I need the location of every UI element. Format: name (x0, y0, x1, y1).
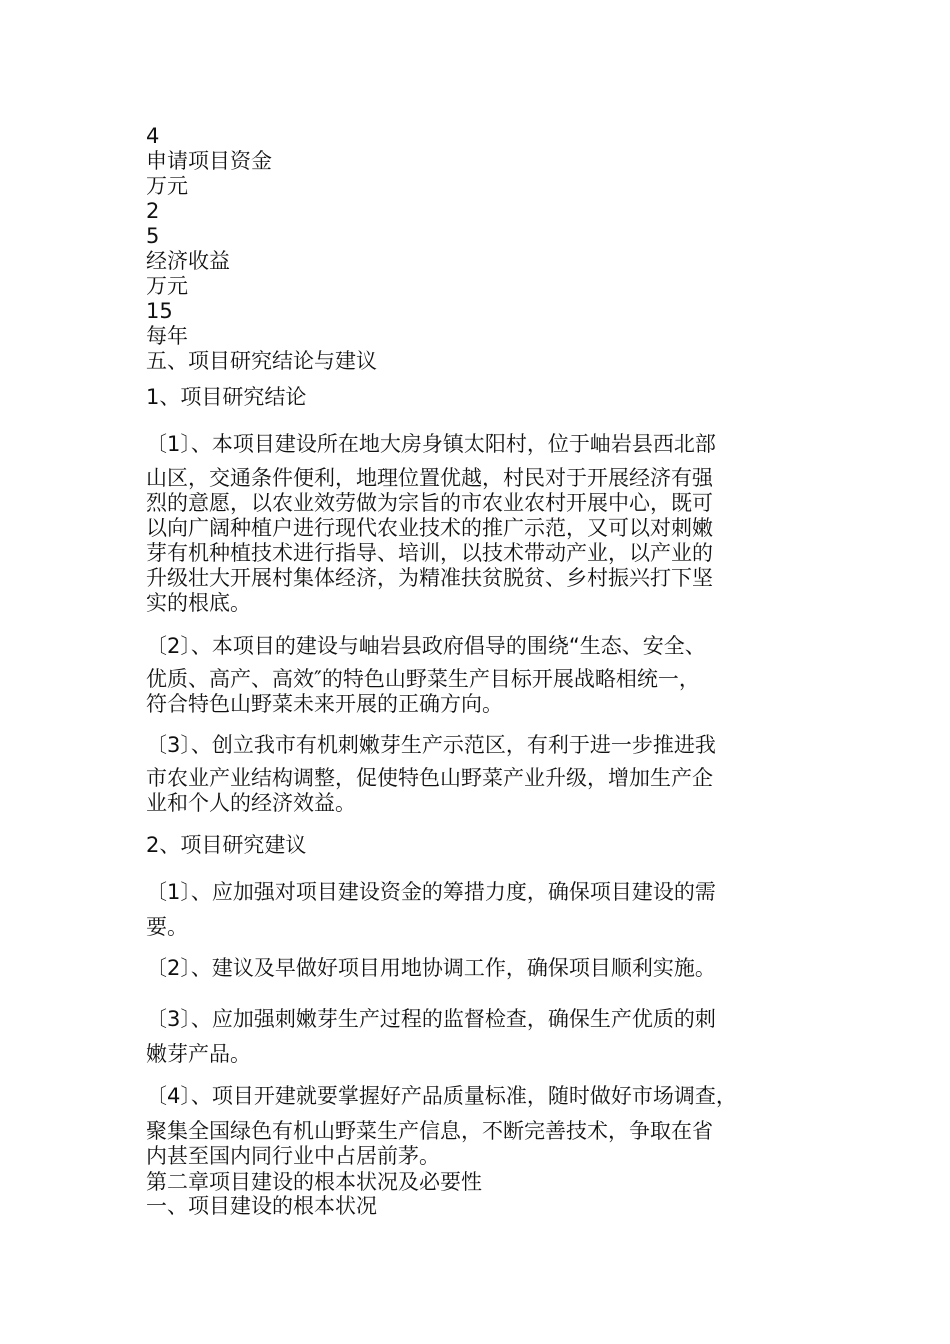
conclusion-paragraph-3 (146, 733, 810, 816)
table-row5-item: 经济收益 (146, 249, 230, 273)
table-row4-number: 4 (146, 124, 160, 148)
paragraph-line: 芽有机种植技术进行指导、培训，以技术带动产业，以产业的 (146, 541, 713, 565)
paragraph-line: 嫩芽产品。 (146, 1042, 251, 1066)
paragraph-line: 〔3〕、创立我市有机刺嫩芽生产示范区，有利于进一步推进我 (146, 733, 716, 757)
table-row4-value: 2 (146, 199, 160, 223)
paragraph-line: 〔2〕、本项目的建设与岫岩县政府倡导的围绕“生态、安全、 (146, 634, 706, 658)
paragraph-line: 市农业产业结构调整，促使特色山野菜产业升级，增加生产企 (146, 766, 713, 790)
paragraph-line: 山区，交通条件便利，地理位置优越，村民对于开展经济有强 (146, 466, 713, 490)
conclusion-paragraph-2 (146, 634, 810, 717)
section-heading: 五、项目研究结论与建议 (146, 349, 377, 373)
subsection-heading-conclusion: 1、项目研究结论 (146, 385, 307, 409)
subsection-heading-suggestions: 2、项目研究建议 (146, 833, 307, 857)
suggestion-paragraph-3 (146, 1007, 810, 1067)
paragraph-line: 〔1〕、应加强对项目建设资金的筹措力度，确保项目建设的需 (146, 880, 716, 904)
paragraph-line: 业和个人的经济效益。 (146, 791, 356, 815)
suggestion-paragraph-4 (146, 1084, 810, 1169)
paragraph-line: 符合特色山野菜未来开展的正确方向。 (146, 692, 503, 716)
paragraph-line: 〔2〕、建议及早做好项目用地协调工作，确保项目顺利实施。 (146, 956, 716, 980)
paragraph-line: 〔4〕、项目开建就要掌握好产品质量标准，随时做好市场调查， (146, 1084, 737, 1108)
table-row4-item: 申请项目资金 (146, 149, 272, 173)
paragraph-line: 〔1〕、本项目建设所在地大房身镇太阳村，位于岫岩县西北部 (146, 432, 716, 456)
chapter-title: 第二章项目建设的根本状况及必要性 (146, 1170, 482, 1194)
table-row5-unit: 万元 (146, 274, 188, 298)
conclusion-paragraph-1 (146, 432, 810, 616)
paragraph-line: 聚集全国绿色有机山野菜生产信息，不断完善技术，争取在省 (146, 1119, 713, 1143)
table-row4-unit: 万元 (146, 174, 188, 198)
paragraph-line: 要。 (146, 915, 188, 939)
paragraph-line: 〔3〕、应加强刺嫩芽生产过程的监督检查，确保生产优质的刺 (146, 1007, 716, 1031)
suggestion-paragraph-1 (146, 880, 810, 940)
suggestion-paragraph-2 (146, 956, 810, 981)
paragraph-line: 优质、高产、高效″的特色山野菜生产目标开展战略相统一， (146, 667, 700, 691)
table-row5-note: 每年 (146, 324, 188, 348)
table-row5-number: 5 (146, 224, 160, 248)
paragraph-line: 升级壮大开展村集体经济，为精准扶贫脱贫、乡村振兴打下坚 (146, 566, 713, 590)
paragraph-line: 烈的意愿，以农业效劳做为宗旨的市农业农村开展中心，既可 (146, 491, 713, 515)
paragraph-line: 实的根底。 (146, 591, 251, 615)
paragraph-line: 以向广阔种植户进行现代农业技术的推广示范，又可以对刺嫩 (146, 516, 713, 540)
paragraph-line: 内甚至国内同行业中占居前茅。 (146, 1144, 440, 1168)
table-row5-value: 15 (146, 299, 173, 323)
chapter-subheading: 一、项目建设的根本状况 (146, 1194, 377, 1218)
